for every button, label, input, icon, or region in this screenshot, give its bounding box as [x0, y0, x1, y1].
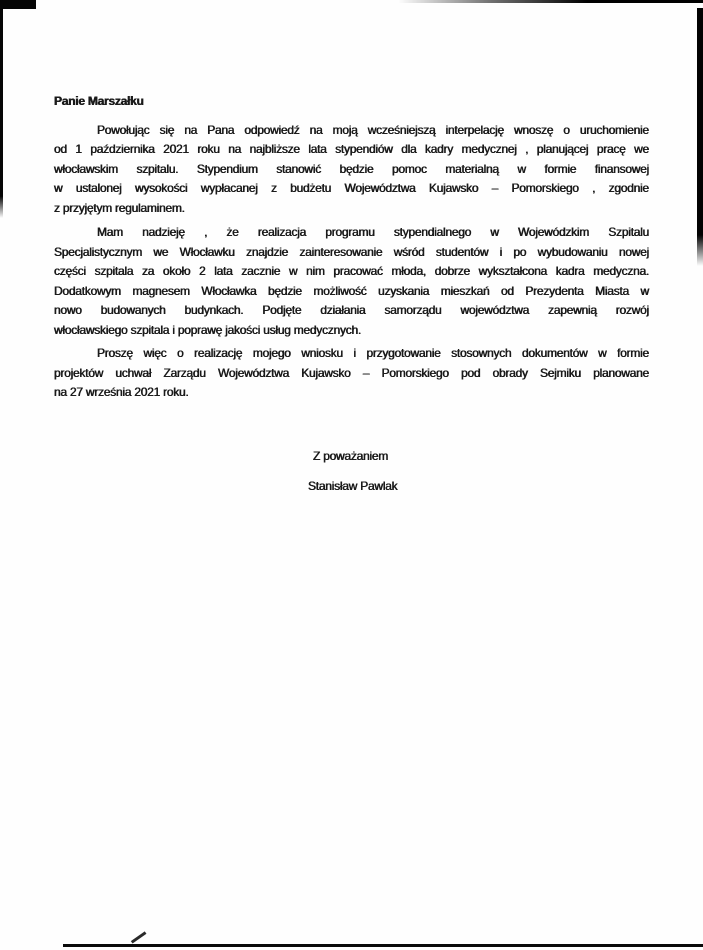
scan-artifact-bottom-tick	[131, 931, 146, 943]
text-line: w ustalonej wysokości wypłacanej z budżetu Województwa Kujawsko – Pomorskiego , zgodnie	[54, 181, 649, 195]
text-line: włocławskiego szpitala i poprawę jakości usług medycznych.	[54, 322, 361, 337]
text-line: Proszę więc o realizację mojego wniosku i przygotowanie stosownych dokumentów w formie	[97, 346, 649, 360]
text-line: z przyjętym regulaminem.	[54, 200, 185, 215]
paragraph-3	[54, 344, 649, 403]
text-line: Mam nadzieję , że realizacja programu stypendialnego w Wojewódzkim Szpitalu	[97, 225, 649, 239]
scan-artifact-right-edge	[697, 8, 703, 266]
scan-artifact-top-left-corner	[0, 0, 36, 9]
text-line: Dodatkowym magnesem Włocławka będzie możliwość uzyskania mieszkań od Prezydenta Miasta w	[54, 283, 649, 298]
paragraph-1	[54, 121, 649, 219]
letter-body	[54, 0, 649, 497]
paragraph-2	[54, 223, 649, 340]
salutation: Panie Marszałku	[54, 94, 144, 108]
text-line: Specjalistycznym we Włocławku znajdzie zainteresowanie wśród studentów i po wybudowaniu nowej	[54, 244, 649, 259]
text-line: włocławskim szpitalu. Stypendium stanowić będzie pomoc materialną w formie finansowej	[54, 161, 649, 176]
closing-phrase: Z poważaniem	[313, 448, 389, 463]
text-line: na 27 września 2021 roku.	[54, 385, 189, 399]
scan-artifact-left-edge	[0, 0, 3, 218]
signature-name: Stanisław Pawlak	[308, 479, 398, 493]
text-line: projektów uchwał Zarządu Województwa Kujawsko – Pomorskiego pod obrady Sejmiku planowane	[54, 365, 649, 380]
scan-artifact-bottom-edge	[63, 944, 703, 947]
text-line: Powołując się na Pana odpowiedź na moją wcześniejszą interpelację wnoszę o uruchomienie	[97, 122, 649, 137]
text-line: części szpitala za około 2 lata zacznie w nim pracować młoda, dobrze wykształcona kadra medyczna.	[54, 264, 649, 278]
text-line: nowo budowanych budynkach. Podjęte działania samorządu województwa zapewnią rozwój	[54, 303, 649, 317]
text-line: od 1 października 2021 roku na najbliższe lata stypendiów dla kadry medycznej , planującej pracę we	[54, 142, 649, 156]
